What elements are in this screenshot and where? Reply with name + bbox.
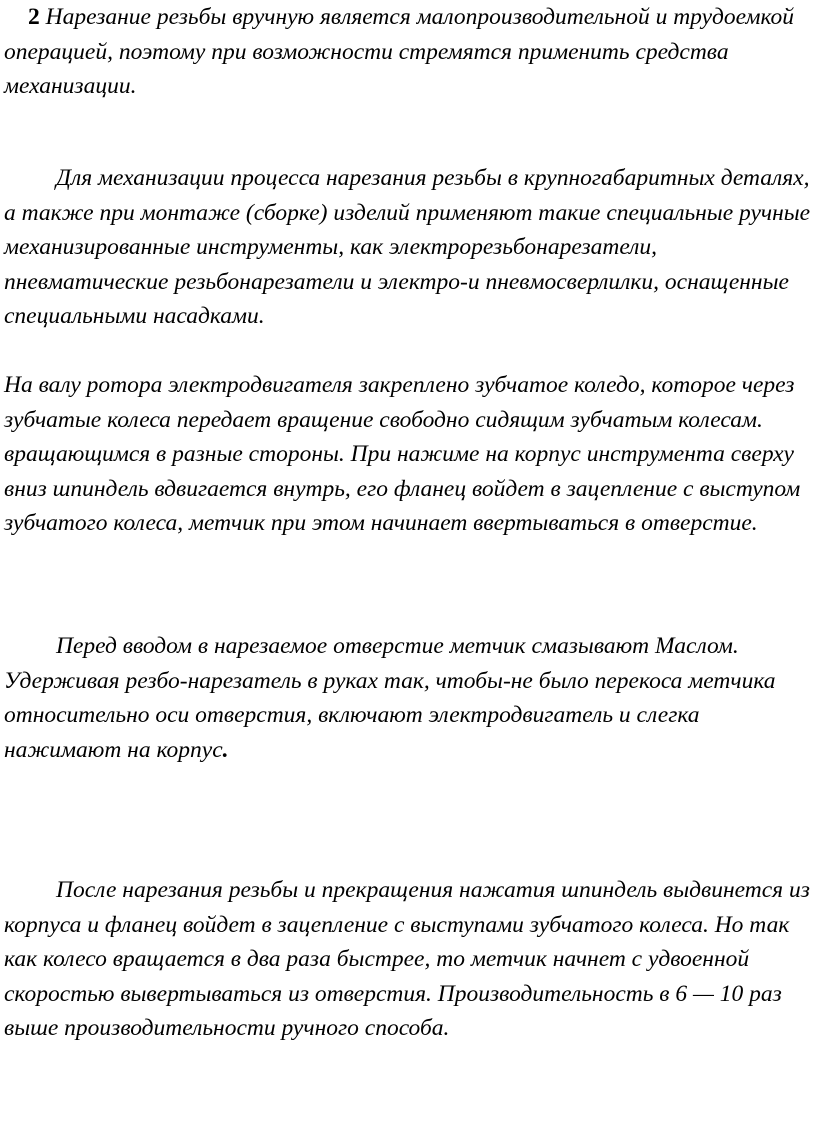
paragraph-4 <box>4 629 812 767</box>
paragraph-1-text: Нарезание резьбы вручную является малопроизводительной и трудоемкой операцией, поэтому при возможности стремятся применить средства механизации. <box>4 4 795 99</box>
paragraph-4-text: Перед вводом в нарезаемое отверстие метчик смазывают Маслом. Удерживая резбо-нарезатель в руках так, чтобы-не было перекоса метчика относительно оси отверстия, включают электродвигатель и слегка нажимают на корпус <box>4 633 776 763</box>
paragraph-3-text: На валу ротора электродвигателя закреплено зубчатое коледо, которое через зубчатые колеса передает вращение свободно сидящим зубчатым колесам. вращающимся в разные стороны. При нажиме на корпус инструмента сверху вниз шпиндель вдвигается внутрь, его фланец войдет в зацепление с выступом зубчатого колеса, метчик при этом начинает ввертываться в отверстие. <box>4 372 801 536</box>
item-number: 2 <box>28 4 40 30</box>
paragraph-1 <box>4 0 812 104</box>
paragraph-2 <box>4 161 812 334</box>
paragraph-2-text: Для механизации процесса нарезания резьбы в крупногабаритных деталях, а также при монтаже (сборке) изделий применяют такие специальные ручные механизированные инструменты, как электрорезьбонарезатели, пневматические резьбонарезатели и электро-и пневмосверлилки, оснащенные специальными насадками. <box>4 165 811 329</box>
paragraph-3 <box>4 368 812 541</box>
paragraph-4-end: . <box>222 736 229 763</box>
paragraph-5-text: После нарезания резьбы и прекращения нажатия шпиндель выдвинется из корпуса и фланец войдет в зацепление с выступами зубчатого колеса. Но так как колесо вращается в два раза быстрее, то метчик начнет с удвоенной скоростью вывертываться из отверстия. Производительность в 6 — 10 раз выше производительности ручного способа. <box>4 877 810 1041</box>
paragraph-5 <box>4 873 812 1046</box>
